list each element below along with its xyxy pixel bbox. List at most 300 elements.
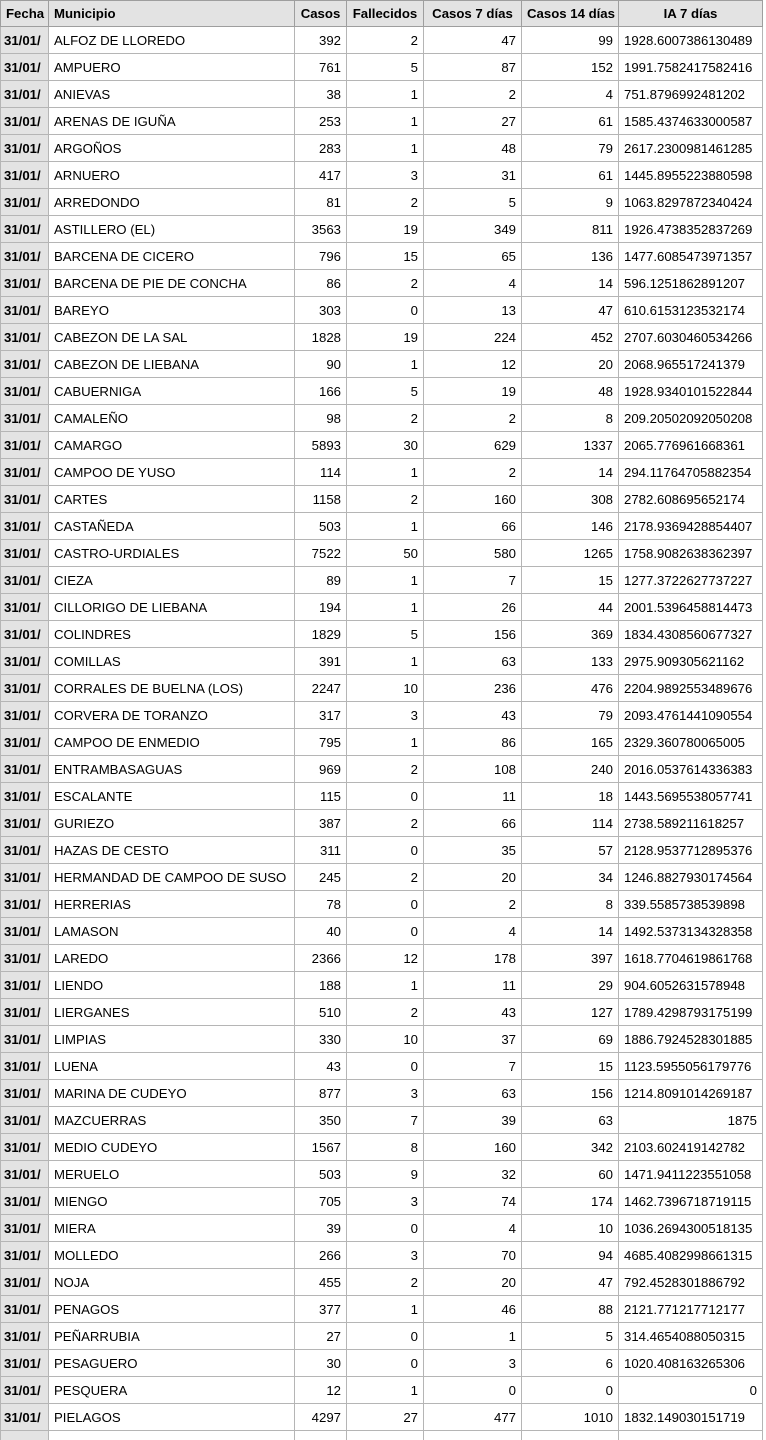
cell-casos-7-dias[interactable]: 4 [424,918,522,945]
cell-casos-7-dias[interactable]: 11 [424,972,522,999]
cell-fecha[interactable]: 31/01/ [1,1296,49,1323]
cell-casos-14-dias[interactable]: 5 [522,1323,619,1350]
cell-municipio[interactable]: CABEZON DE LA SAL [49,324,295,351]
cell-ia-7-dias[interactable]: 2016.0537614336383 [619,756,763,783]
cell-fecha[interactable]: 31/01/ [1,27,49,54]
cell-municipio[interactable]: HERMANDAD DE CAMPOO DE SUSO [49,864,295,891]
cell-municipio[interactable]: BARCENA DE PIE DE CONCHA [49,270,295,297]
cell-casos-14-dias[interactable]: 0 [522,1377,619,1404]
cell-ia-7-dias[interactable]: 0 [619,1377,763,1404]
cell-fallecidos[interactable]: 0 [347,891,424,918]
cell-fallecidos[interactable]: 1 [347,513,424,540]
cell-casos-14-dias[interactable]: 60 [522,1161,619,1188]
table-row[interactable] [1,351,763,378]
cell-ia-7-dias[interactable]: 610.6153123532174 [619,297,763,324]
column-header-casos[interactable]: Casos [295,1,347,27]
cell-casos[interactable]: 89 [295,567,347,594]
cell-casos-7-dias[interactable]: 47 [424,27,522,54]
cell-municipio[interactable]: ARENAS DE IGUÑA [49,108,295,135]
cell-fallecidos[interactable]: 1 [347,567,424,594]
table-row[interactable] [1,1296,763,1323]
cell-casos-14-dias[interactable]: 15 [522,1053,619,1080]
cell-municipio[interactable]: LIENDO [49,972,295,999]
table-row[interactable] [1,297,763,324]
cell-casos[interactable]: 2247 [295,675,347,702]
table-row[interactable] [1,1404,763,1431]
cell-ia-7-dias[interactable]: 2068.965517241379 [619,351,763,378]
cell-fallecidos[interactable]: 0 [347,1215,424,1242]
cell-casos[interactable]: 1567 [295,1134,347,1161]
cell-municipio[interactable]: CABEZON DE LIEBANA [49,351,295,378]
cell-casos-14-dias[interactable]: 47 [522,297,619,324]
table-row[interactable] [1,972,763,999]
cell-ia-7-dias[interactable]: 1886.7924528301885 [619,1026,763,1053]
cell-casos[interactable]: 303 [295,297,347,324]
cell-fallecidos[interactable]: 7 [347,1107,424,1134]
cell-ia-7-dias[interactable]: 792.4528301886792 [619,1269,763,1296]
cell-casos-14-dias[interactable]: 99 [522,27,619,54]
cell-municipio[interactable]: BAREYO [49,297,295,324]
cell-casos-7-dias[interactable]: 35 [424,837,522,864]
cell-casos-7-dias[interactable]: 66 [424,810,522,837]
cell-fallecidos[interactable]: 3 [347,1188,424,1215]
cell-casos-7-dias[interactable]: 178 [424,945,522,972]
cell-ia-7-dias[interactable]: 1020.408163265306 [619,1350,763,1377]
cell-casos[interactable]: 188 [295,972,347,999]
cell-ia-7-dias[interactable]: 2128.9537712895376 [619,837,763,864]
cell-ia-7-dias[interactable]: 1036.2694300518135 [619,1215,763,1242]
cell-fallecidos[interactable]: 1 [347,108,424,135]
table-row[interactable] [1,1134,763,1161]
cell-casos-7-dias[interactable]: 236 [424,675,522,702]
cell-casos[interactable]: 877 [295,1080,347,1107]
cell-municipio[interactable]: ANIEVAS [49,81,295,108]
table-row[interactable] [1,405,763,432]
cell-ia-7-dias[interactable]: 596.1251862891207 [619,270,763,297]
cell-fecha[interactable] [1,1431,49,1440]
cell-municipio[interactable]: COMILLAS [49,648,295,675]
cell-fecha[interactable]: 31/01/ [1,1080,49,1107]
cell-fallecidos[interactable]: 9 [347,1161,424,1188]
cell-fallecidos[interactable]: 8 [347,1134,424,1161]
cell-fallecidos[interactable]: 2 [347,756,424,783]
cell-ia-7-dias[interactable]: 2707.6030460534266 [619,324,763,351]
cell-fallecidos[interactable]: 50 [347,540,424,567]
cell-fecha[interactable]: 31/01/ [1,540,49,567]
cell-fecha[interactable]: 31/01/ [1,405,49,432]
cell-casos[interactable]: 40 [295,918,347,945]
cell-fecha[interactable]: 31/01/ [1,135,49,162]
table-row[interactable] [1,378,763,405]
cell-casos[interactable]: 38 [295,81,347,108]
cell-fecha[interactable]: 31/01/ [1,1026,49,1053]
cell-casos-7-dias[interactable]: 4 [424,1215,522,1242]
cell-ia-7-dias[interactable]: 1445.8955223880598 [619,162,763,189]
cell-casos-14-dias[interactable]: 1337 [522,432,619,459]
cell-casos-7-dias[interactable]: 48 [424,135,522,162]
cell-fecha[interactable]: 31/01/ [1,459,49,486]
table-row[interactable] [1,1350,763,1377]
cell-municipio[interactable]: COLINDRES [49,621,295,648]
table-row[interactable] [1,81,763,108]
cell-fecha[interactable]: 31/01/ [1,189,49,216]
cell-fallecidos[interactable]: 5 [347,54,424,81]
cell-ia-7-dias[interactable]: 1585.4374633000587 [619,108,763,135]
cell-fallecidos[interactable]: 1 [347,648,424,675]
cell-ia-7-dias[interactable]: 751.8796992481202 [619,81,763,108]
cell-casos[interactable]: 27 [295,1323,347,1350]
column-header-casos-14-dias[interactable]: Casos 14 días [522,1,619,27]
cell-casos[interactable]: 12 [295,1377,347,1404]
cell-casos-7-dias[interactable]: 156 [424,621,522,648]
cell-ia-7-dias[interactable]: 1789.4298793175199 [619,999,763,1026]
cell-casos-7-dias[interactable]: 477 [424,1404,522,1431]
cell-casos-7-dias[interactable]: 349 [424,216,522,243]
cell-casos-7-dias[interactable]: 63 [424,648,522,675]
cell-casos-14-dias[interactable]: 79 [522,702,619,729]
column-header-casos-7-dias[interactable]: Casos 7 días [424,1,522,27]
cell-ia-7-dias[interactable]: 1758.9082638362397 [619,540,763,567]
cell-casos[interactable]: 4297 [295,1404,347,1431]
cell-ia-7-dias[interactable]: 2065.776961668361 [619,432,763,459]
cell-casos[interactable]: 330 [295,1026,347,1053]
cell-casos-7-dias[interactable]: 63 [424,1080,522,1107]
cell-municipio[interactable]: CAMARGO [49,432,295,459]
cell-fallecidos[interactable]: 1 [347,351,424,378]
table-row[interactable] [1,756,763,783]
cell-municipio[interactable]: HERRERIAS [49,891,295,918]
cell-fecha[interactable]: 31/01/ [1,837,49,864]
cell-casos-14-dias[interactable]: 476 [522,675,619,702]
table-row[interactable] [1,1026,763,1053]
cell-fallecidos[interactable]: 1 [347,135,424,162]
cell-casos-7-dias[interactable]: 4 [424,270,522,297]
cell-casos-7-dias[interactable]: 27 [424,108,522,135]
cell-fallecidos[interactable]: 2 [347,27,424,54]
cell-fecha[interactable]: 31/01/ [1,1161,49,1188]
cell-municipio[interactable]: ALFOZ DE LLOREDO [49,27,295,54]
cell-municipio[interactable]: ESCALANTE [49,783,295,810]
cell-fallecidos[interactable]: 3 [347,162,424,189]
cell-casos[interactable]: 43 [295,1053,347,1080]
cell-casos-7-dias[interactable]: 43 [424,999,522,1026]
cell-casos-7-dias[interactable]: 37 [424,1026,522,1053]
cell-casos-14-dias[interactable]: 15 [522,567,619,594]
cell-ia-7-dias[interactable]: 1462.7396718719115 [619,1188,763,1215]
cell-fecha[interactable]: 31/01/ [1,54,49,81]
cell-municipio[interactable]: CASTRO-URDIALES [49,540,295,567]
cell-casos-7-dias[interactable]: 20 [424,864,522,891]
cell-casos[interactable]: 166 [295,378,347,405]
cell-fecha[interactable]: 31/01/ [1,1377,49,1404]
cell-ia-7-dias[interactable]: 904.6052631578948 [619,972,763,999]
cell-casos-14-dias[interactable]: 34 [522,864,619,891]
cell-fallecidos[interactable]: 1 [347,81,424,108]
cell-casos-14-dias[interactable]: 20 [522,351,619,378]
cell-ia-7-dias[interactable]: 1991.7582417582416 [619,54,763,81]
table-row[interactable] [1,567,763,594]
cell-municipio[interactable]: CABUERNIGA [49,378,295,405]
cell-fecha[interactable]: 31/01/ [1,675,49,702]
cell-fallecidos[interactable]: 10 [347,1026,424,1053]
cell-ia-7-dias[interactable]: 2975.909305621162 [619,648,763,675]
cell-fallecidos[interactable]: 2 [347,270,424,297]
cell-casos-14-dias[interactable]: 8 [522,405,619,432]
cell-casos-7-dias[interactable]: 2 [424,405,522,432]
cell-casos[interactable]: 90 [295,351,347,378]
table-row[interactable] [1,1215,763,1242]
cell-fallecidos[interactable]: 5 [347,621,424,648]
cell-casos[interactable]: 115 [295,783,347,810]
cell-casos-7-dias[interactable]: 65 [424,243,522,270]
cell-casos-7-dias[interactable]: 580 [424,540,522,567]
cell-municipio[interactable]: NOJA [49,1269,295,1296]
cell-casos-14-dias[interactable]: 44 [522,594,619,621]
cell-ia-7-dias[interactable]: 1471.9411223551058 [619,1161,763,1188]
cell-casos-14-dias[interactable]: 146 [522,513,619,540]
cell-fecha[interactable]: 31/01/ [1,864,49,891]
cell-fallecidos[interactable]: 19 [347,216,424,243]
cell-casos-14-dias[interactable]: 8 [522,891,619,918]
cell-casos-14-dias[interactable]: 452 [522,324,619,351]
cell-fecha[interactable]: 31/01/ [1,648,49,675]
cell-casos-14-dias[interactable]: 61 [522,108,619,135]
cell-casos-7-dias[interactable]: 74 [424,1188,522,1215]
cell-fecha[interactable]: 31/01/ [1,81,49,108]
cell-casos[interactable]: 796 [295,243,347,270]
table-row[interactable] [1,1377,763,1404]
table-row[interactable] [1,1242,763,1269]
cell-municipio[interactable]: MIERA [49,1215,295,1242]
cell-casos-14-dias[interactable]: 14 [522,270,619,297]
cell-casos-7-dias[interactable]: 32 [424,1161,522,1188]
cell-ia-7-dias[interactable]: 2204.9892553489676 [619,675,763,702]
cell-fecha[interactable]: 31/01/ [1,243,49,270]
table-row[interactable] [1,837,763,864]
cell-municipio[interactable]: BARCENA DE CICERO [49,243,295,270]
table-row[interactable] [1,459,763,486]
cell-casos[interactable]: 350 [295,1107,347,1134]
cell-fecha[interactable]: 31/01/ [1,918,49,945]
cell-fallecidos[interactable]: 19 [347,324,424,351]
cell-ia-7-dias[interactable]: 1926.4738352837269 [619,216,763,243]
cell-casos[interactable]: 503 [295,513,347,540]
cell-fallecidos[interactable]: 0 [347,837,424,864]
cell-fallecidos[interactable]: 10 [347,675,424,702]
cell-casos-14-dias[interactable]: 47 [522,1269,619,1296]
cell-casos[interactable]: 245 [295,864,347,891]
cell-casos[interactable]: 969 [295,756,347,783]
cell-fecha[interactable]: 31/01/ [1,702,49,729]
table-row[interactable] [1,729,763,756]
cell-fallecidos[interactable]: 0 [347,783,424,810]
cell-fallecidos[interactable]: 0 [347,297,424,324]
cell-ia-7-dias[interactable]: 1123.5955056179776 [619,1053,763,1080]
cell-casos-14-dias[interactable]: 156 [522,1080,619,1107]
column-header-ia-7-dias[interactable]: IA 7 días [619,1,763,27]
cell-casos-7-dias[interactable]: 12 [424,351,522,378]
cell-casos[interactable]: 317 [295,702,347,729]
cell-casos[interactable]: 391 [295,648,347,675]
cell-casos-14-dias[interactable]: 133 [522,648,619,675]
cell-casos[interactable] [295,1431,347,1440]
cell-fecha[interactable]: 31/01/ [1,621,49,648]
cell-municipio[interactable]: CASTAÑEDA [49,513,295,540]
cell-casos[interactable]: 3563 [295,216,347,243]
cell-casos-14-dias[interactable]: 136 [522,243,619,270]
cell-fallecidos[interactable]: 0 [347,1053,424,1080]
table-row[interactable] [1,27,763,54]
cell-municipio[interactable]: CORVERA DE TORANZO [49,702,295,729]
cell-fallecidos[interactable]: 15 [347,243,424,270]
cell-casos-14-dias[interactable]: 342 [522,1134,619,1161]
cell-casos-14-dias[interactable]: 61 [522,162,619,189]
cell-ia-7-dias[interactable]: 2103.602419142782 [619,1134,763,1161]
cell-fecha[interactable]: 31/01/ [1,486,49,513]
cell-fecha[interactable]: 31/01/ [1,1107,49,1134]
cell-ia-7-dias[interactable]: 2782.608695652174 [619,486,763,513]
cell-ia-7-dias[interactable]: 294.11764705882354 [619,459,763,486]
cell-casos[interactable]: 86 [295,270,347,297]
cell-fallecidos[interactable]: 2 [347,189,424,216]
cell-municipio[interactable]: PESAGUERO [49,1350,295,1377]
cell-casos-14-dias[interactable]: 48 [522,378,619,405]
cell-casos-14-dias[interactable]: 165 [522,729,619,756]
table-row[interactable] [1,189,763,216]
table-row[interactable] [1,432,763,459]
cell-casos-14-dias[interactable]: 63 [522,1107,619,1134]
cell-ia-7-dias[interactable]: 1875 [619,1107,763,1134]
cell-ia-7-dias[interactable]: 1477.6085473971357 [619,243,763,270]
cell-fallecidos[interactable]: 30 [347,432,424,459]
cell-fallecidos[interactable]: 1 [347,729,424,756]
cell-ia-7-dias[interactable]: 209.20502092050208 [619,405,763,432]
cell-fecha[interactable]: 31/01/ [1,756,49,783]
cell-fecha[interactable]: 31/01/ [1,891,49,918]
cell-municipio[interactable]: MAZCUERRAS [49,1107,295,1134]
cell-fallecidos[interactable]: 12 [347,945,424,972]
cell-casos-14-dias[interactable]: 240 [522,756,619,783]
cell-casos-14-dias[interactable]: 397 [522,945,619,972]
table-row[interactable] [1,270,763,297]
cell-fecha[interactable]: 31/01/ [1,1053,49,1080]
cell-ia-7-dias[interactable]: 2738.589211618257 [619,810,763,837]
cell-ia-7-dias[interactable]: 314.4654088050315 [619,1323,763,1350]
cell-casos-7-dias[interactable] [424,1431,522,1440]
table-row[interactable] [1,1080,763,1107]
cell-ia-7-dias[interactable]: 1214.8091014269187 [619,1080,763,1107]
table-row[interactable] [1,702,763,729]
cell-municipio[interactable]: LUENA [49,1053,295,1080]
cell-casos[interactable]: 1158 [295,486,347,513]
table-row[interactable] [1,54,763,81]
cell-casos-7-dias[interactable]: 5 [424,189,522,216]
cell-ia-7-dias[interactable]: 1834.4308560677327 [619,621,763,648]
cell-municipio[interactable]: LIERGANES [49,999,295,1026]
cell-casos-7-dias[interactable]: 46 [424,1296,522,1323]
cell-casos[interactable]: 392 [295,27,347,54]
cell-fecha[interactable]: 31/01/ [1,108,49,135]
cell-municipio[interactable]: CAMPOO DE YUSO [49,459,295,486]
cell-casos-7-dias[interactable]: 86 [424,729,522,756]
cell-municipio[interactable]: PENAGOS [49,1296,295,1323]
cell-casos-14-dias[interactable]: 10 [522,1215,619,1242]
cell-municipio[interactable]: MERUELO [49,1161,295,1188]
cell-casos-14-dias[interactable]: 308 [522,486,619,513]
cell-ia-7-dias[interactable]: 4685.4082998661315 [619,1242,763,1269]
cell-casos-14-dias[interactable]: 79 [522,135,619,162]
cell-fecha[interactable]: 31/01/ [1,1404,49,1431]
cell-casos[interactable]: 98 [295,405,347,432]
cell-ia-7-dias[interactable] [619,1431,763,1440]
cell-casos-7-dias[interactable]: 629 [424,432,522,459]
cell-casos-14-dias[interactable]: 69 [522,1026,619,1053]
cell-casos[interactable]: 194 [295,594,347,621]
cell-fallecidos[interactable]: 1 [347,459,424,486]
table-row[interactable] [1,594,763,621]
cell-municipio[interactable]: ARREDONDO [49,189,295,216]
table-row[interactable] [1,675,763,702]
cell-fecha[interactable]: 31/01/ [1,1350,49,1377]
cell-fecha[interactable]: 31/01/ [1,567,49,594]
cell-casos-7-dias[interactable]: 43 [424,702,522,729]
cell-casos[interactable]: 417 [295,162,347,189]
cell-casos-14-dias[interactable]: 174 [522,1188,619,1215]
cell-fallecidos[interactable] [347,1431,424,1440]
cell-municipio[interactable]: CAMALEÑO [49,405,295,432]
cell-municipio[interactable]: LIMPIAS [49,1026,295,1053]
table-row[interactable] [1,1269,763,1296]
cell-casos-7-dias[interactable]: 87 [424,54,522,81]
cell-fecha[interactable]: 31/01/ [1,594,49,621]
table-row[interactable] [1,945,763,972]
cell-fecha[interactable]: 31/01/ [1,162,49,189]
cell-fallecidos[interactable]: 2 [347,864,424,891]
table-row[interactable] [1,999,763,1026]
cell-ia-7-dias[interactable]: 1832.149030151719 [619,1404,763,1431]
table-row[interactable] [1,918,763,945]
cell-casos-14-dias[interactable]: 114 [522,810,619,837]
cell-casos-7-dias[interactable]: 224 [424,324,522,351]
cell-casos-14-dias[interactable]: 88 [522,1296,619,1323]
table-row[interactable] [1,1323,763,1350]
cell-municipio[interactable]: ARNUERO [49,162,295,189]
cell-casos[interactable]: 761 [295,54,347,81]
cell-casos[interactable]: 795 [295,729,347,756]
cell-casos-7-dias[interactable]: 2 [424,891,522,918]
cell-casos-7-dias[interactable]: 19 [424,378,522,405]
cell-ia-7-dias[interactable]: 339.5585738539898 [619,891,763,918]
cell-fecha[interactable]: 31/01/ [1,378,49,405]
cell-ia-7-dias[interactable]: 1443.5695538057741 [619,783,763,810]
cell-fallecidos[interactable]: 1 [347,972,424,999]
cell-municipio[interactable]: ASTILLERO (EL) [49,216,295,243]
cell-fecha[interactable]: 31/01/ [1,270,49,297]
cell-fallecidos[interactable]: 0 [347,918,424,945]
cell-municipio[interactable]: CAMPOO DE ENMEDIO [49,729,295,756]
column-header-municipio[interactable]: Municipio [49,1,295,27]
cell-ia-7-dias[interactable]: 2617.2300981461285 [619,135,763,162]
cell-ia-7-dias[interactable]: 1277.3722627737227 [619,567,763,594]
cell-casos-7-dias[interactable]: 13 [424,297,522,324]
cell-fallecidos[interactable]: 3 [347,1242,424,1269]
cell-fallecidos[interactable]: 1 [347,594,424,621]
cell-municipio[interactable]: HAZAS DE CESTO [49,837,295,864]
cell-casos[interactable]: 266 [295,1242,347,1269]
cell-fallecidos[interactable]: 2 [347,1269,424,1296]
cell-casos[interactable]: 5893 [295,432,347,459]
cell-fecha[interactable]: 31/01/ [1,972,49,999]
